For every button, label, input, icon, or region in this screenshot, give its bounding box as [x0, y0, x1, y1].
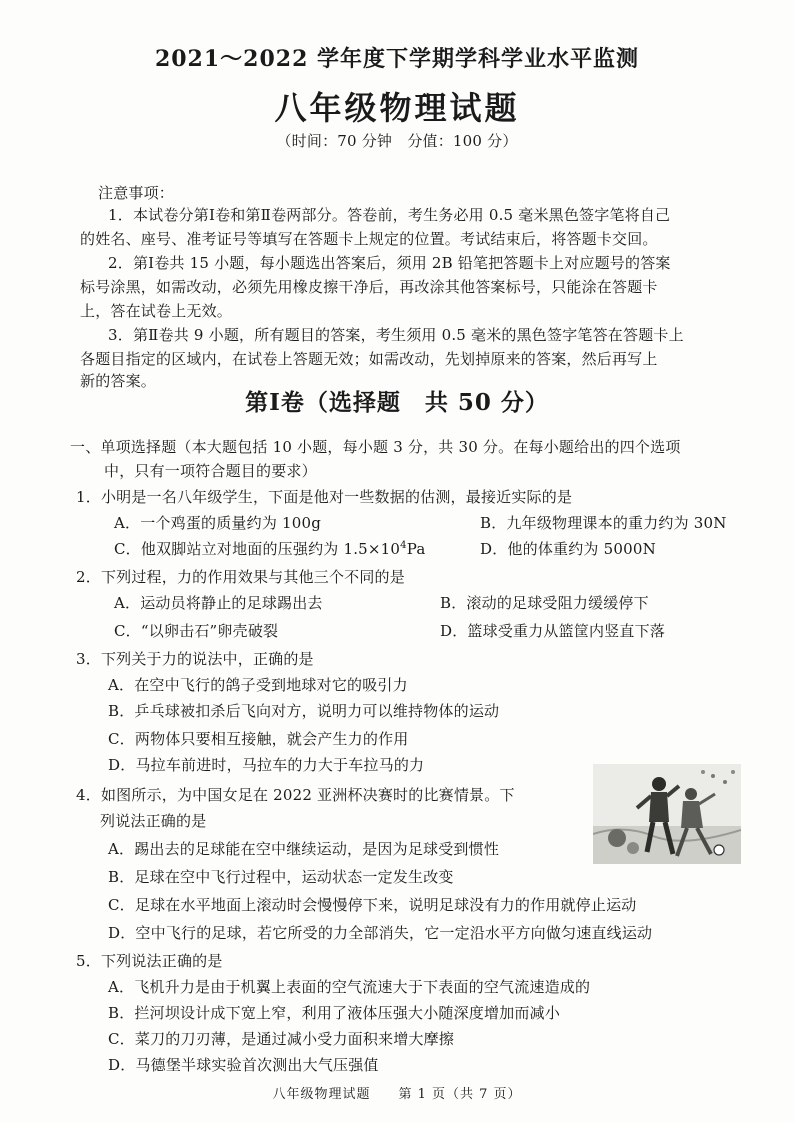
- option: D．马拉车前进时，马拉车的力大于车拉马的力: [108, 756, 425, 774]
- option: C．足球在水平地面上滚动时会慢慢停下来，说明足球没有力的作用就停止运动: [108, 896, 637, 914]
- notice-line: 2．第Ⅰ卷共 15 小题，每小题选出答案后，须用 2B 铅笔把答题卡上对应题号的答案: [108, 254, 671, 272]
- option: [114, 538, 426, 560]
- question-stem: 3．下列关于力的说法中，正确的是: [76, 650, 314, 668]
- option: C．两物体只要相互接触，就会产生力的作用: [108, 730, 409, 748]
- question-stem: 列说法正确的是: [100, 812, 207, 830]
- notice-line: 3．第Ⅱ卷共 9 小题，所有题目的答案，考生须用 0.5 毫米的黑色签字笔答在答题卡上: [108, 326, 684, 344]
- option: D．他的体重约为 5000N: [480, 540, 656, 558]
- option: C．“以卵击石”卵壳破裂: [114, 622, 279, 640]
- option: D．篮球受重力从篮筐内竖直下落: [440, 622, 666, 640]
- option-unit: Pa: [406, 540, 426, 558]
- option: A．一个鸡蛋的质量约为 100g: [114, 514, 322, 532]
- option: A．在空中飞行的鸽子受到地球对它的吸引力: [108, 676, 408, 694]
- option: B．足球在空中飞行过程中，运动状态一定发生改变: [108, 868, 454, 886]
- option: A．运动员将静止的足球踢出去: [114, 594, 323, 612]
- option: A．飞机升力是由于机翼上表面的空气流速大于下表面的空气流速造成的: [108, 978, 591, 996]
- page-footer: 八年级物理试题 第 1 页（共 7 页）: [272, 1087, 522, 1102]
- notice-line: 的姓名、座号、准考证号等填写在答题卡上规定的位置。考试结束后，将答题卡交回。: [80, 230, 658, 248]
- notice-line: 上，答在试卷上无效。: [80, 302, 233, 320]
- notice-line: 1．本试卷分第Ⅰ卷和第Ⅱ卷两部分。答卷前，考生务必用 0.5 毫米黑色签字笔将自己: [108, 206, 671, 224]
- exam-line: 2021～2022 学年度下学期学科学业水平监测: [154, 46, 640, 72]
- question-stem: 2．下列过程，力的作用效果与其他三个不同的是: [76, 568, 405, 586]
- option: B．滚动的足球受阻力缓缓停下: [440, 594, 649, 612]
- option: C．菜刀的刀刃薄，是通过减小受力面积来增大摩擦: [108, 1030, 455, 1048]
- exam-meta: （时间：70 分钟 分值：100 分）: [276, 132, 518, 150]
- question-stem: 1．小明是一名八年级学生，下面是他对一些数据的估测，最接近实际的是: [76, 488, 573, 506]
- option: D．空中飞行的足球，若它所受的力全部消失，它一定沿水平方向做匀速直线运动: [108, 924, 653, 942]
- notice-line: 标号涂黑，如需改动，必须先用橡皮擦干净后，再改涂其他答案标号，只能涂在答题卡: [80, 278, 658, 296]
- question-stem: 5．下列说法正确的是: [76, 952, 223, 970]
- football-match-photo: [593, 764, 741, 864]
- section-title: 第Ⅰ卷（选择题 共 50 分）: [245, 389, 549, 416]
- option: B．拦河坝设计成下宽上窄，利用了液体压强大小随深度增加而减小: [108, 1004, 561, 1022]
- question-stem: 4．如图所示，为中国女足在 2022 亚洲杯决赛时的比赛情景。下: [76, 786, 515, 804]
- option: D．马德堡半球实验首次测出大气压强值: [108, 1056, 379, 1074]
- notice-heading: 注意事项：: [98, 184, 175, 202]
- notice-line: 新的答案。: [80, 372, 157, 390]
- part-heading: 一、单项选择题（本大题包括 10 小题，每小题 3 分，共 30 分。在每小题给出的四个选项: [70, 438, 681, 456]
- notice-line: 各题目指定的区域内，在试卷上答题无效；如需改动，先划掉原来的答案，然后再写上: [80, 350, 658, 368]
- option-text: C．他双脚站立对地面的压强约为 1.5×10: [114, 540, 401, 558]
- football-scene-icon: [593, 764, 741, 864]
- page-title: 八年级物理试题: [274, 89, 520, 127]
- option: B．乒乓球被扣杀后飞向对方，说明力可以维持物体的运动: [108, 702, 500, 720]
- part-heading: 中，只有一项符合题目的要求）: [104, 462, 317, 480]
- option: A．踢出去的足球能在空中继续运动，是因为足球受到惯性: [108, 840, 500, 858]
- option: B．九年级物理课本的重力约为 30N: [480, 514, 727, 532]
- superscript: 4: [400, 540, 407, 551]
